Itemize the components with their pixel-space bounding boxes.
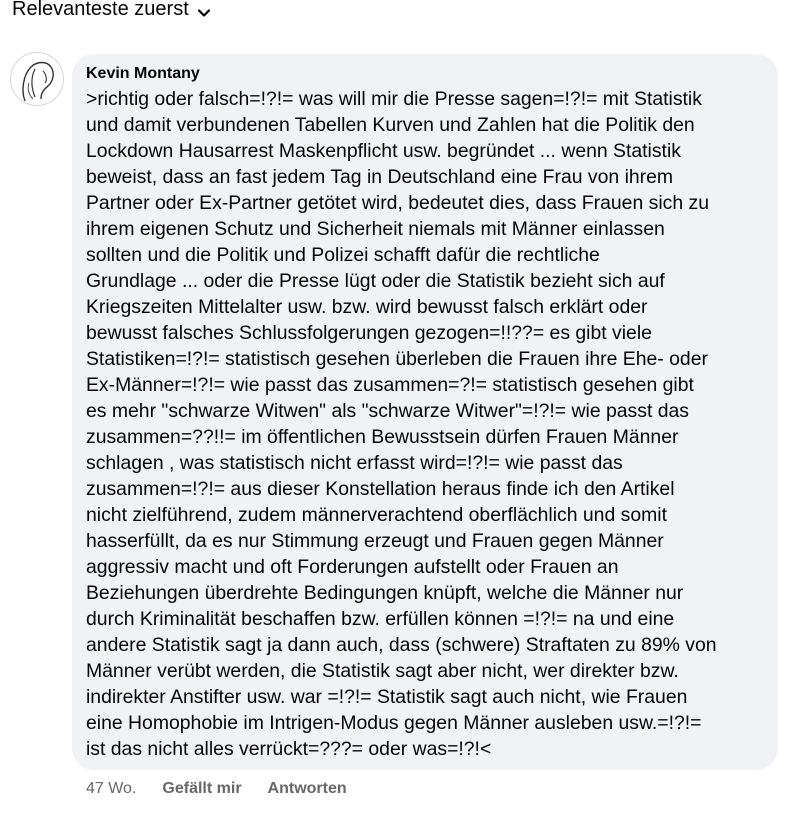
reply-button[interactable]: Antworten <box>267 780 347 797</box>
comment-author[interactable]: Kevin Montany <box>86 65 200 82</box>
comment-timestamp[interactable]: 47 Wo. <box>86 780 137 797</box>
comment-bubble <box>72 54 778 770</box>
avatar-sketch-icon <box>11 53 64 106</box>
avatar[interactable] <box>10 52 64 106</box>
chevron-down-icon <box>197 3 211 17</box>
sort-label: Relevanteste zuerst <box>12 0 189 20</box>
sort-dropdown[interactable] <box>12 0 211 21</box>
comment-text: >richtig oder falsch=!?!= was will mir die Presse sagen=!?!= mit Statistik und damit verbundenen Tabellen Kurven und Zahlen hat die Politik den Lockdown Hausarrest Maskenpflicht usw. begründet ... wenn Statistik beweist, dass an fast jedem Tag in Deutschland eine Frau von ihrem Partner oder Ex-Partner getötet wird, bedeutet dies, dass Frauen sich zu ihrem eigenen Schutz und Sicherheit niemals mit Männer einlassen sollten und die Politik und Polizei schafft dafür die rechtliche Grundlage ... oder die Presse lügt oder die Statistik bezieht sich auf Kriegszeiten Mittelalter usw. bzw. wird bewusst falsch erklärt oder bewusst falsches Schlussfolgerungen gezogen=!!??= es gibt viele Statistiken=!?!= statistisch gesehen überleben die Frauen ihre Ehe- oder Ex-Männer=!?!= wie passt das zusammen=?!= statistisch gesehen gibt es mehr "schwarze Witwen" als "schwarze Witwer"=!?!= wie passt das zusammen=??!!= im öffentlichen Bewusstsein dürfen Frauen Männer schlagen , was statistisch nicht erfasst wird=!?!= wie passt das zusammen=!?!= aus dieser Konstellation heraus finde ich den Artikel nicht zielführend, zudem männerverachtend oberflächlich und somit hasserfüllt, da es nur Stimmung erzeugt und Frauen gegen Männer aggressiv macht und oft Forderungen aufstellt oder Frauen an Beziehungen überdrehte Bedingungen knüpft, welche die Männer nur durch Kriminalität beschaffen bzw. erfüllen können =!?!= na und eine andere Statistik sagt ja dann auch, dass (schwere) Straftaten zu 89% von Männer verübt werden, die Statistik sagt aber nicht, wer direkter bzw. indirekter Anstifter usw. war =!?!= Statistik sagt auch nicht, wie Frauen eine Homophobie im Intrigen-Modus gegen Männer ausleben usw.=!?!= ist das nicht alles verrückt=???= oder was=!?!< <box>86 88 717 760</box>
comment-actions <box>86 780 373 798</box>
like-button[interactable]: Gefällt mir <box>162 780 242 797</box>
